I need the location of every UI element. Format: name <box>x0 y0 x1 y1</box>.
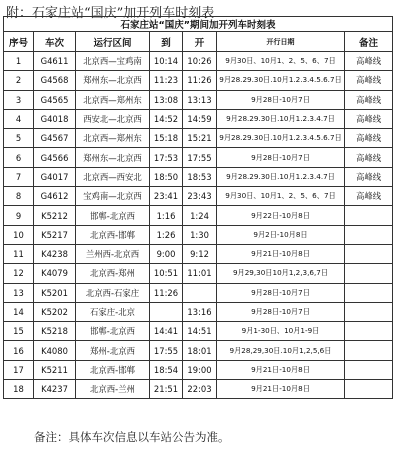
cell-train: G4568 <box>34 71 76 90</box>
cell-route: 北京西-兰州 <box>76 380 150 399</box>
cell-route: 石家庄-北京 <box>76 302 150 321</box>
cell-depart: 11:26 <box>183 71 217 90</box>
cell-note <box>345 244 393 263</box>
cell-dates: 9月29,30日10月1,2,3,6,7日 <box>217 264 345 283</box>
cell-train: G4565 <box>34 90 76 109</box>
cell-number: 10 <box>4 225 34 244</box>
cell-depart: 14:59 <box>183 109 217 128</box>
cell-depart: 23:43 <box>183 187 217 206</box>
cell-number: 2 <box>4 71 34 90</box>
table-row <box>4 109 393 128</box>
cell-route: 北京西—西安北 <box>76 167 150 186</box>
cell-route: 郑州东—北京西 <box>76 71 150 90</box>
cell-train: K5217 <box>34 225 76 244</box>
cell-train: K5202 <box>34 302 76 321</box>
table-row <box>4 244 393 263</box>
cell-note <box>345 206 393 225</box>
cell-depart: 13:13 <box>183 90 217 109</box>
cell-arrive: 15:18 <box>150 129 183 148</box>
col-header-number: 序号 <box>4 32 34 52</box>
cell-dates: 9月28日-10月7日 <box>217 90 345 109</box>
cell-route: 西安北—北京西 <box>76 109 150 128</box>
cell-number: 6 <box>4 148 34 167</box>
cell-dates: 9月28.29.30日.10月1.2.3.4.7日 <box>217 167 345 186</box>
cell-route: 北京西-邯郸 <box>76 225 150 244</box>
cell-number: 18 <box>4 380 34 399</box>
table-title: 石家庄站“国庆”期间加开列车时刻表 <box>4 17 393 32</box>
cell-route: 北京西—郑州东 <box>76 90 150 109</box>
table-row <box>4 322 393 341</box>
cell-arrive: 1:16 <box>150 206 183 225</box>
cell-arrive: 10:51 <box>150 264 183 283</box>
cell-route: 兰州西-北京西 <box>76 244 150 263</box>
table-row <box>4 71 393 90</box>
cell-depart: 17:55 <box>183 148 217 167</box>
cell-route: 郑州-北京西 <box>76 341 150 360</box>
cell-route: 北京西-邯郸 <box>76 360 150 379</box>
cell-train: G4612 <box>34 187 76 206</box>
cell-note: 高峰线 <box>345 148 393 167</box>
col-header-train: 车次 <box>34 32 76 52</box>
cell-dates: 9月21日-10月8日 <box>217 360 345 379</box>
header-row <box>4 32 393 52</box>
col-header-arrive: 到 <box>150 32 183 52</box>
table-row <box>4 341 393 360</box>
table-row <box>4 380 393 399</box>
cell-note <box>345 302 393 321</box>
table-row <box>4 302 393 321</box>
cell-note <box>345 225 393 244</box>
cell-note <box>345 380 393 399</box>
cell-arrive: 13:08 <box>150 90 183 109</box>
cell-dates: 9月21日-10月8日 <box>217 380 345 399</box>
cell-train: K4079 <box>34 264 76 283</box>
col-header-note: 备注 <box>345 32 393 52</box>
cell-arrive: 11:26 <box>150 283 183 302</box>
cell-depart <box>183 283 217 302</box>
cell-number: 3 <box>4 90 34 109</box>
cell-number: 13 <box>4 283 34 302</box>
table-row <box>4 206 393 225</box>
cell-note <box>345 264 393 283</box>
cell-route: 北京西—郑州东 <box>76 129 150 148</box>
cell-train: K4237 <box>34 380 76 399</box>
cell-arrive: 9:00 <box>150 244 183 263</box>
cell-arrive <box>150 302 183 321</box>
cell-route: 北京西—宝鸡南 <box>76 52 150 71</box>
cell-number: 7 <box>4 167 34 186</box>
cell-arrive: 18:54 <box>150 360 183 379</box>
schedule-table <box>3 16 393 399</box>
cell-dates: 9月21日-10月8日 <box>217 244 345 263</box>
cell-depart: 1:24 <box>183 206 217 225</box>
cell-note: 高峰线 <box>345 167 393 186</box>
cell-depart: 13:16 <box>183 302 217 321</box>
cell-depart: 14:51 <box>183 322 217 341</box>
cell-route: 郑州东—北京西 <box>76 148 150 167</box>
cell-dates: 9月22日-10月8日 <box>217 206 345 225</box>
cell-depart: 10:26 <box>183 52 217 71</box>
cell-number: 4 <box>4 109 34 128</box>
cell-number: 8 <box>4 187 34 206</box>
table-row <box>4 225 393 244</box>
cell-arrive: 14:41 <box>150 322 183 341</box>
cell-note: 高峰线 <box>345 71 393 90</box>
cell-number: 1 <box>4 52 34 71</box>
cell-route: 北京西-郑州 <box>76 264 150 283</box>
cell-train: G4017 <box>34 167 76 186</box>
cell-dates: 9月2日-10月8日 <box>217 225 345 244</box>
cell-note <box>345 360 393 379</box>
cell-note <box>345 283 393 302</box>
cell-dates: 9月28日-10月7日 <box>217 148 345 167</box>
cell-arrive: 17:53 <box>150 148 183 167</box>
col-header-dates: 开行日期 <box>217 32 345 52</box>
cell-note: 高峰线 <box>345 129 393 148</box>
cell-arrive: 17:55 <box>150 341 183 360</box>
table-row <box>4 90 393 109</box>
cell-dates: 9月28,29,30日.10月1,2,5,6日 <box>217 341 345 360</box>
footnote: 备注：具体车次信息以车站公告为准。 <box>34 430 230 444</box>
cell-arrive: 18:50 <box>150 167 183 186</box>
cell-note: 高峰线 <box>345 90 393 109</box>
cell-train: K5212 <box>34 206 76 225</box>
table-row <box>4 129 393 148</box>
table-row <box>4 148 393 167</box>
cell-note <box>345 341 393 360</box>
cell-number: 15 <box>4 322 34 341</box>
cell-dates: 9月28.29.30日.10月1.2.3.4.5.6.7日 <box>217 71 345 90</box>
cell-train: G4567 <box>34 129 76 148</box>
cell-depart: 9:12 <box>183 244 217 263</box>
cell-route: 邯郸-北京西 <box>76 206 150 225</box>
cell-dates: 9月28.29.30日.10月1.2.3.4.5.6.7日 <box>217 129 345 148</box>
cell-dates: 9月28.29.30日.10月1.2.3.4.7日 <box>217 109 345 128</box>
cell-depart: 11:01 <box>183 264 217 283</box>
cell-arrive: 14:52 <box>150 109 183 128</box>
cell-arrive: 11:23 <box>150 71 183 90</box>
table-row <box>4 360 393 379</box>
cell-arrive: 10:14 <box>150 52 183 71</box>
cell-train: G4566 <box>34 148 76 167</box>
cell-depart: 19:00 <box>183 360 217 379</box>
cell-depart: 1:30 <box>183 225 217 244</box>
cell-train: K4080 <box>34 341 76 360</box>
table-row <box>4 187 393 206</box>
cell-dates: 9月30日、10月1、2、5、6、7日 <box>217 187 345 206</box>
cell-dates: 9月30日、10月1、2、5、6、7日 <box>217 52 345 71</box>
col-header-route: 运行区间 <box>76 32 150 52</box>
table-body <box>4 52 393 399</box>
cell-note: 高峰线 <box>345 187 393 206</box>
cell-number: 11 <box>4 244 34 263</box>
cell-route: 邯郸-北京西 <box>76 322 150 341</box>
cell-depart: 18:53 <box>183 167 217 186</box>
cell-route: 北京西-石家庄 <box>76 283 150 302</box>
cell-number: 17 <box>4 360 34 379</box>
cell-arrive: 1:26 <box>150 225 183 244</box>
cell-route: 宝鸡南—北京西 <box>76 187 150 206</box>
cell-depart: 15:21 <box>183 129 217 148</box>
cell-dates: 9月1-30日、10月1-9日 <box>217 322 345 341</box>
schedule-table-wrapper <box>3 16 392 399</box>
cell-note: 高峰线 <box>345 109 393 128</box>
table-row <box>4 264 393 283</box>
cell-number: 14 <box>4 302 34 321</box>
table-row <box>4 283 393 302</box>
cell-number: 5 <box>4 129 34 148</box>
cell-depart: 22:03 <box>183 380 217 399</box>
col-header-depart: 开 <box>183 32 217 52</box>
cell-train: G4018 <box>34 109 76 128</box>
cell-train: K4238 <box>34 244 76 263</box>
cell-arrive: 23:41 <box>150 187 183 206</box>
cell-number: 12 <box>4 264 34 283</box>
cell-note: 高峰线 <box>345 52 393 71</box>
cell-note <box>345 322 393 341</box>
cell-number: 16 <box>4 341 34 360</box>
table-row <box>4 167 393 186</box>
cell-train: K5218 <box>34 322 76 341</box>
cell-train: K5211 <box>34 360 76 379</box>
table-row <box>4 52 393 71</box>
cell-dates: 9月28日-10月7日 <box>217 302 345 321</box>
cell-arrive: 21:51 <box>150 380 183 399</box>
document-heading: 附：石家庄站“国庆”加开列车时刻表 <box>6 6 215 21</box>
cell-train: K5201 <box>34 283 76 302</box>
cell-dates: 9月28日-10月7日 <box>217 283 345 302</box>
cell-train: G4611 <box>34 52 76 71</box>
cell-number: 9 <box>4 206 34 225</box>
cell-depart: 18:01 <box>183 341 217 360</box>
